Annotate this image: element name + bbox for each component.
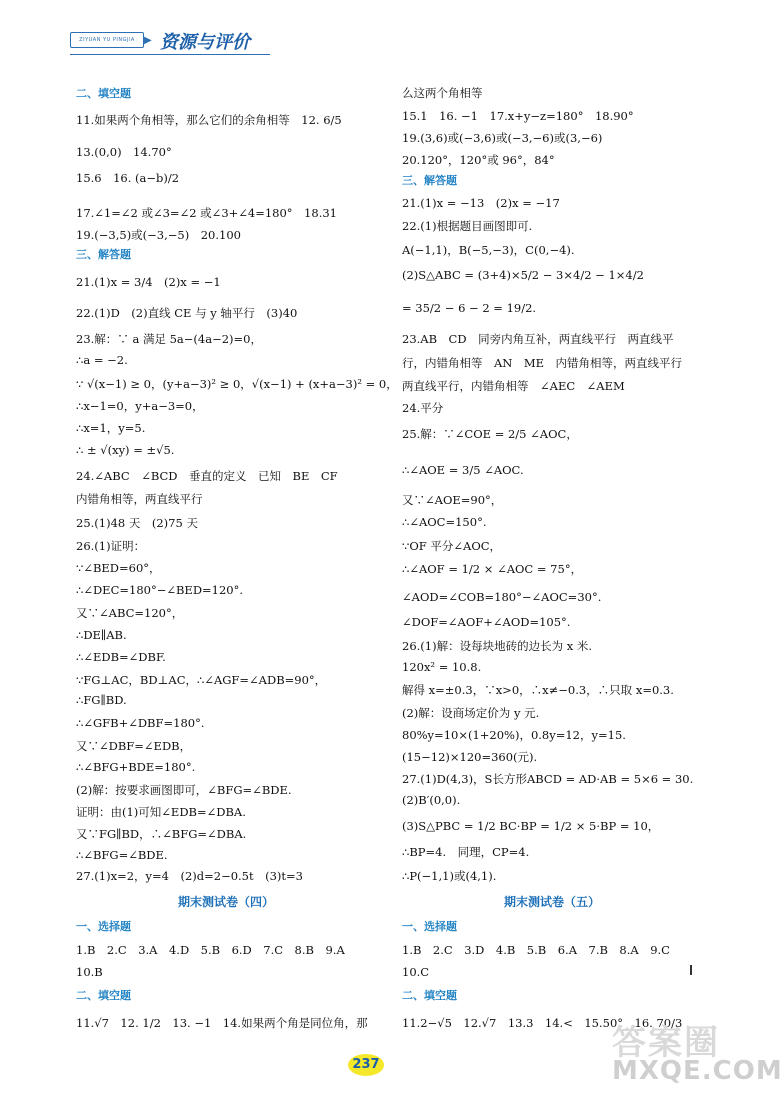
answer-line: 25.(1)48 天 (2)75 天 xyxy=(76,516,198,530)
answer-line: (2)解：按要求画图即可，∠BFG=∠BDE. xyxy=(76,783,292,797)
section-heading: 二、填空题 xyxy=(402,989,457,1002)
answer-line: 1.B 2.C 3.D 4.B 5.B 6.A 7.B 8.A 9.C xyxy=(402,943,670,957)
section-heading: 二、填空题 xyxy=(76,87,131,100)
answer-line: 证明：由(1)可知∠EDB=∠DBA. xyxy=(76,805,246,819)
answer-line: 19.(−3,5)或(−3,−5) 20.100 xyxy=(76,228,241,242)
answer-line: 21.(1)x = 3/4 (2)x = −1 xyxy=(76,275,221,289)
answer-line: ∠DOF=∠AOF+∠AOD=105°. xyxy=(402,615,571,629)
answer-line: ∵ √(x−1) ≥ 0，(y+a−3)² ≥ 0，√(x−1) + (x+a−3)² = 0， xyxy=(76,377,398,391)
answer-line: 13.(0,0) 14.70° xyxy=(76,145,172,159)
answer-line: 22.(1)D (2)直线 CE 与 y 轴平行 (3)40 xyxy=(76,306,298,320)
answer-line: 21.(1)x = −13 (2)x = −17 xyxy=(402,196,560,210)
answer-line: 24.平分 xyxy=(402,401,444,415)
answer-line: 10.C xyxy=(402,965,430,979)
answer-line: 又∵∠ABC=120°， xyxy=(76,606,184,620)
answer-line: ∵FG⊥AC，BD⊥AC，∴∠AGF=∠ADB=90°， xyxy=(76,673,327,687)
test-title: 期末测试卷（四） xyxy=(177,895,274,909)
arrow-icon: ▶ xyxy=(144,35,152,46)
answer-line: ∵∠BED=60°， xyxy=(76,561,161,575)
answer-line: (2)B′(0,0). xyxy=(402,793,461,807)
watermark-logo: 答案圈 xyxy=(612,1023,720,1063)
answer-line: ∴FG∥BD. xyxy=(76,693,127,707)
answer-line: 10.B xyxy=(76,965,103,979)
answer-line: 17.∠1=∠2 或∠3=∠2 或∠3+∠4=180° 18.31 xyxy=(76,206,337,220)
answer-line: ∴x=1，y=5. xyxy=(76,421,146,435)
watermark-url: MXQE.COM xyxy=(612,1056,783,1086)
answer-line: 行，内错角相等 AN ME 内错角相等，两直线平行 xyxy=(402,356,683,370)
answer-line: 26.(1)证明： xyxy=(76,539,146,553)
answer-line: ∴∠AOE = 3/5 ∠AOC. xyxy=(402,463,524,477)
section-heading: 二、填空题 xyxy=(76,989,131,1002)
answer-line: 么这两个角相等 xyxy=(402,86,483,100)
answer-line: 11.2−√5 12.√7 13.3 14.< 15.50° 16. 70/3 xyxy=(402,1016,683,1030)
answer-line: 20.120°，120°或 96°，84° xyxy=(402,153,555,167)
answer-line: ∴x−1=0，y+a−3=0， xyxy=(76,399,204,413)
page-header xyxy=(70,26,290,56)
answer-line: ∴∠EDB=∠DBF. xyxy=(76,650,166,664)
answer-line: ∴DE∥AB. xyxy=(76,628,127,642)
answer-line: 1.B 2.C 3.A 4.D 5.B 6.D 7.C 8.B 9.A xyxy=(76,943,345,957)
answer-line: 25.解：∵∠COE = 2/5 ∠AOC， xyxy=(402,427,578,441)
answer-line: 23.AB CD 同旁内角互补，两直线平行 两直线平 xyxy=(402,332,674,346)
answer-line: = 35/2 − 6 − 2 = 19/2. xyxy=(402,301,537,315)
section-heading: 一、选择题 xyxy=(402,920,457,933)
answer-line: ∴∠AOC=150°. xyxy=(402,515,487,529)
answer-line: ∴∠BFG=∠BDE. xyxy=(76,848,168,862)
answer-line: ∵OF 平分∠AOC， xyxy=(402,539,502,553)
header-pinyin-bar: ZIYUAN YU PINGJIA xyxy=(70,32,144,48)
answer-line: 120x² = 10.8. xyxy=(402,660,482,674)
section-heading: 三、解答题 xyxy=(76,248,131,261)
answer-line: 15.1 16. −1 17.x+y−z=180° 18.90° xyxy=(402,109,634,123)
page-number: 237 xyxy=(348,1054,384,1076)
answer-line: 23.解：∵ a 满足 5a−(4a−2)=0， xyxy=(76,332,262,346)
header-divider xyxy=(70,54,270,55)
margin-mark xyxy=(690,965,692,975)
answer-line: ∴ ± √(xy) = ±√5. xyxy=(76,443,175,457)
answer-line: ∴BP=4. 同理，CP=4. xyxy=(402,845,530,859)
answer-line: ∴∠DEC=180°−∠BED=120°. xyxy=(76,583,244,597)
answer-line: (2)解：设商场定价为 y 元. xyxy=(402,706,540,720)
answer-line: ∠AOD=∠COB=180°−∠AOC=30°. xyxy=(402,590,602,604)
answer-line: 两直线平行，内错角相等 ∠AEC ∠AEM xyxy=(402,379,625,393)
answer-line: ∴a = −2. xyxy=(76,353,128,367)
answer-line: 内错角相等，两直线平行 xyxy=(76,492,203,506)
answer-line: (2)S△ABC = (3+4)×5/2 − 3×4/2 − 1×4/2 xyxy=(402,268,644,282)
answer-line: 22.(1)根据题目画图即可. xyxy=(402,219,533,233)
answer-line: 11.如果两个角相等，那么它们的余角相等 12. 6/5 xyxy=(76,113,342,127)
answer-line: (15−12)×120=360(元). xyxy=(402,750,538,764)
section-heading: 三、解答题 xyxy=(402,174,457,187)
answer-line: 19.(3,6)或(−3,6)或(−3,−6)或(3,−6) xyxy=(402,131,603,145)
answer-line: 又∵∠DBF=∠EDB， xyxy=(76,739,192,753)
answer-line: 又∵FG∥BD，∴∠BFG=∠DBA. xyxy=(76,827,247,841)
header-title: 资源与评价 xyxy=(160,32,250,53)
answer-line: ∴∠GFB+∠DBF=180°. xyxy=(76,716,205,730)
answer-line: ∴∠BFG+BDE=180°. xyxy=(76,760,196,774)
answer-line: ∴∠AOF = 1/2 × ∠AOC = 75°， xyxy=(402,562,583,576)
answer-line: 27.(1)x=2，y=4 (2)d=2−0.5t (3)t=3 xyxy=(76,869,303,883)
answer-line: 15.6 16. (a−b)/2 xyxy=(76,171,180,185)
test-title: 期末测试卷（五） xyxy=(503,895,600,909)
answer-line: 80%y=10×(1+20%)，0.8y=12，y=15. xyxy=(402,728,626,742)
answer-line: ∴P(−1,1)或(4,1). xyxy=(402,869,497,883)
answer-line: 又∵∠AOE=90°， xyxy=(402,493,503,507)
answer-line: 解得 x=±0.3，∵x>0，∴x≠−0.3，∴只取 x=0.3. xyxy=(402,683,674,697)
section-heading: 一、选择题 xyxy=(76,920,131,933)
answer-line: 11.√7 12. 1/2 13. −1 14.如果两个角是同位角，那 xyxy=(76,1016,368,1030)
answer-line: A(−1,1)，B(−5,−3)，C(0,−4). xyxy=(402,243,575,257)
answer-line: 26.(1)解：设每块地砖的边长为 x 米. xyxy=(402,639,593,653)
answer-line: (3)S△PBC = 1/2 BC·BP = 1/2 × 5·BP = 10， xyxy=(402,819,660,833)
answer-line: 27.(1)D(4,3)，S长方形ABCD = AD·AB = 5×6 = 30. xyxy=(402,772,694,786)
answer-line: 24.∠ABC ∠BCD 垂直的定义 已知 BE CF xyxy=(76,469,338,483)
